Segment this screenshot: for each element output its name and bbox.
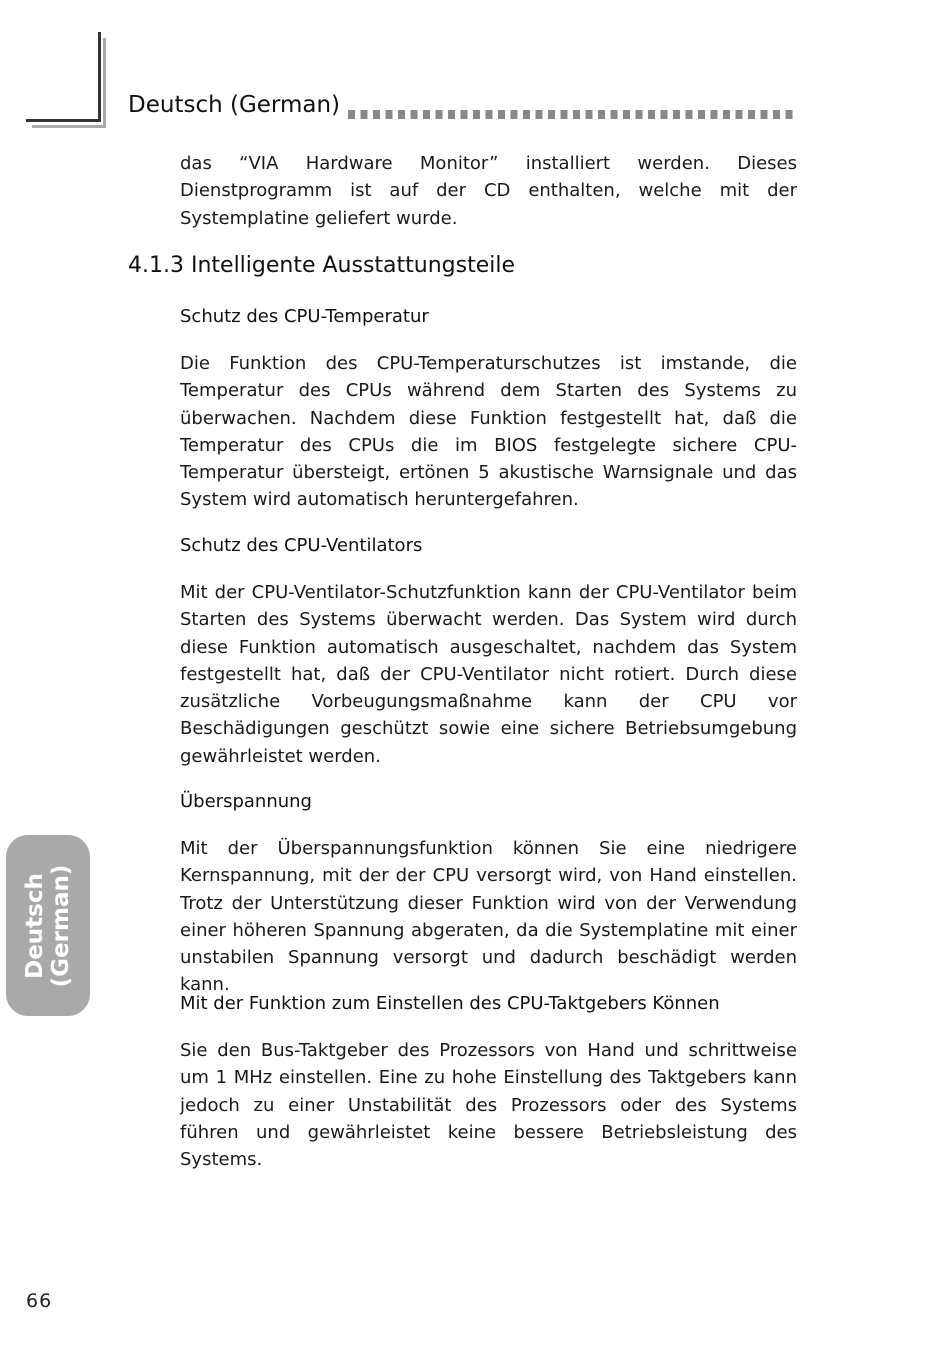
intro-paragraph: das “VIA Hardware Monitor” installiert werden. Dieses Dienstprogramm ist auf der CD enthalten, welche mit der Systemplatine geliefert wurde. — [180, 153, 797, 229]
subsection-body-overvoltage-block — [180, 835, 797, 999]
subsection-body-cpu-clock: Sie den Bus-Taktgeber des Prozessors von Hand und schrittweise um 1 MHz einstellen. Eine zu hohe Einstellung des Taktgebers kann jedoch zu einer Unstabilität des Prozessors oder des Systems führen und gewährleistet keine bessere Betriebsleistung des Systems. — [180, 1040, 797, 1171]
side-tab-line-1: Deutsch — [22, 872, 48, 979]
subsection-heading-cpu-fan: Schutz des CPU-Ventilators — [180, 535, 423, 556]
subsection-body-cpu-clock-block — [180, 1037, 797, 1173]
subsection-body-overvoltage: Mit der Überspannungsfunktion können Sie eine niedrigere Kernspannung, mit der der CPU versorgt wird, von Hand einstellen. Trotz der Unterstützung dieser Funktion wird von der Verwendung einer höheren Spannung abgeraten, da die Systemplatine mit einer unstabilen Spannung versorgt und dadurch beschädigt werden kann. — [180, 838, 797, 996]
side-tab-line-2: (German) — [48, 864, 74, 987]
corner-decoration-horizontal — [26, 119, 101, 122]
subsection-heading-cpu-temperature: Schutz des CPU-Temperatur — [180, 306, 429, 327]
header-dot-rule — [348, 110, 798, 119]
corner-decoration-shadow-vertical — [103, 38, 106, 128]
intro-paragraph-block — [180, 150, 797, 232]
language-side-tab — [6, 835, 90, 1016]
section-title: 4.1.3 Intelligente Ausstattungsteile — [128, 253, 516, 278]
subsection-heading-cpu-clock: Mit der Funktion zum Einstellen des CPU-Taktgebers Können — [180, 993, 720, 1014]
subsection-body-cpu-fan: Mit der CPU-Ventilator-Schutzfunktion kann der CPU-Ventilator beim Starten des Systems überwacht werden. Das System wird durch diese Funktion automatisch ausgeschaltet, nachdem das System festgestellt hat, daß der CPU-Ventilator nicht rotiert. Durch diese zusätzliche Vorbeugungsmaßnahme kann der CPU vor Beschädigungen geschützt sowie eine sichere Betriebsumgebung gewährleistet werden. — [180, 582, 797, 767]
corner-decoration-shadow-horizontal — [32, 125, 106, 128]
subsection-heading-overvoltage: Überspannung — [180, 791, 312, 812]
page-header-title: Deutsch (German) — [128, 92, 341, 118]
language-side-tab-text — [22, 864, 74, 987]
subsection-body-cpu-fan-block — [180, 579, 797, 770]
subsection-body-cpu-temperature: Die Funktion des CPU-Temperaturschutzes ist imstande, die Temperatur des CPUs während dem Starten des Systems zu überwachen. Nachdem diese Funktion festgestellt hat, daß die Temperatur des CPUs die im BIOS festgelegte sichere CPU-Temperatur übersteigt, ertönen 5 akustische Warnsignale und das System wird automatisch heruntergefahren. — [180, 353, 797, 511]
corner-decoration-vertical — [98, 32, 101, 122]
subsection-body-cpu-temperature-block — [180, 350, 797, 514]
page-number: 66 — [26, 1290, 53, 1312]
